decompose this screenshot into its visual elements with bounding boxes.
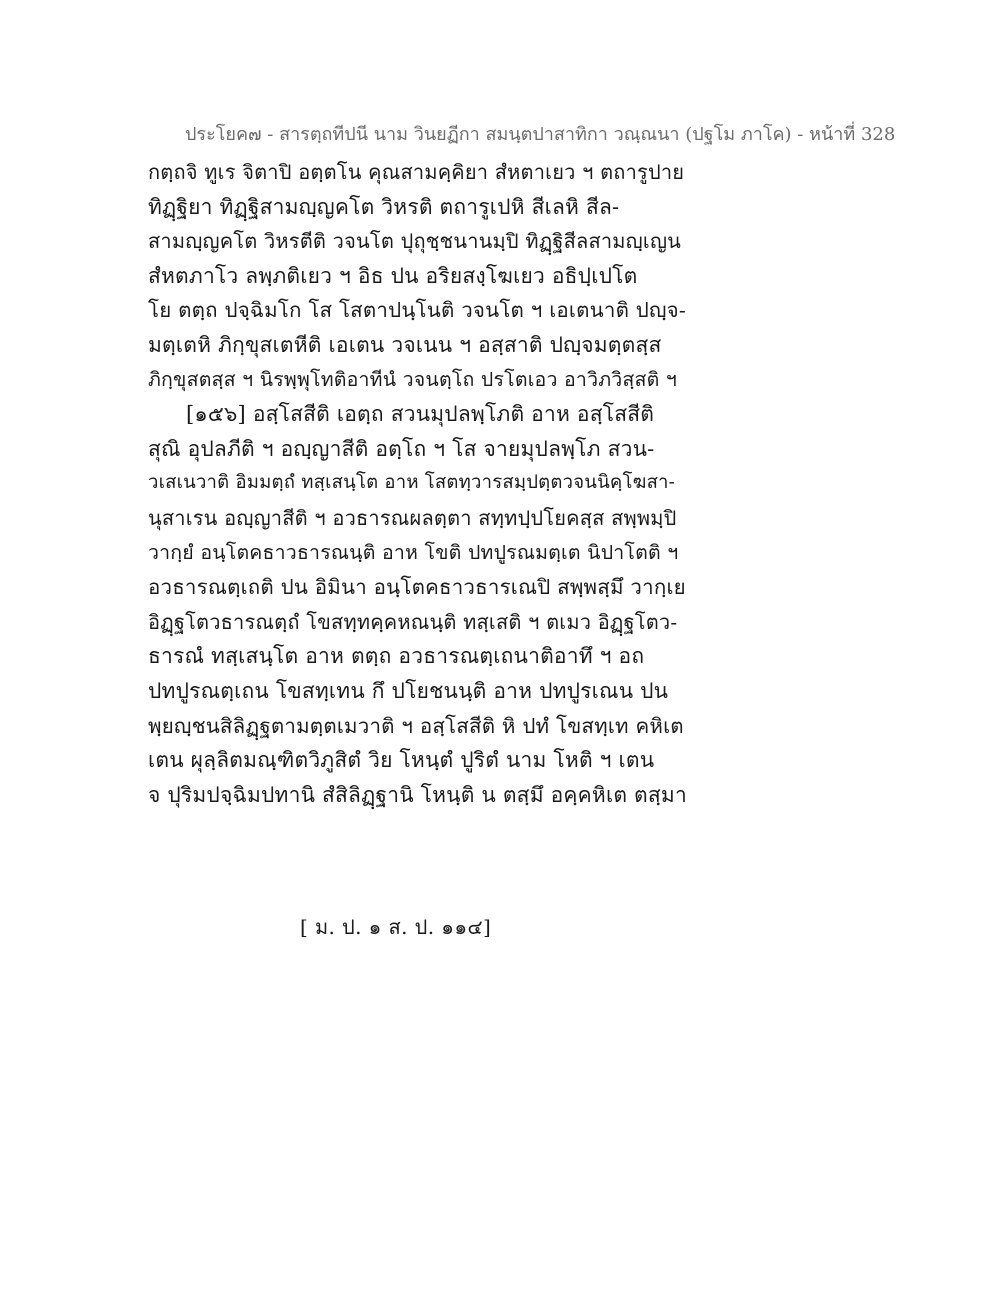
text-line: ธารณํ ทสฺเสนฺโต อาห ตตฺถ อวธารณตฺเถนาติอาทึ ฯ อถ [148, 644, 645, 669]
text-line: วเสเนวาติ อิมมตฺถํ ทสฺเสนฺโต อาห โสตทฺวารสมฺปตฺตวจนนิคฺโฆสา- [148, 472, 676, 494]
text-line: นุสาเรน อญฺญาสีติ ฯ อวธารณผลตฺตา สทฺทปฺปโยคสฺส สพฺพมฺปิ [148, 505, 677, 530]
text-line: วากฺยํ อนฺโตคธาวธารณนฺติ อาห โขติ ปทปูรณมตฺเต นิปาโตติ ฯ [148, 540, 679, 564]
text-line: จ ปุริมปจฺฉิมปทานิ สํสิลิฏฺฐานิ โหนฺติ น ตสฺมึ อคฺคหิเต ตสฺมา [148, 782, 687, 807]
page-reference: [ ม. ป. ๑ ส. ป. ๑๑๔] [300, 915, 492, 939]
body-text [148, 155, 688, 812]
text-line: เตน ผุลฺลิตมณฺฑิตวิภูสิตํ วิย โหนฺตํ ปูริตํ นาม โหติ ฯ เตน [148, 748, 655, 773]
text-line: สุณิ อุปลภีติ ฯ อญฺญาสีติ อตฺโถ ฯ โส จายมุปลพฺโภ สวน- [148, 436, 655, 461]
text-line: ปทปูรณตฺเถน โขสทฺเทน กึ ปโยชนนฺติ อาห ปทปูรเณน ปน [148, 678, 669, 703]
text-line: อวธารณตฺเถติ ปน อิมินา อนฺโตคธาวธารเณปิ สพฺพสฺมึ วากฺเย [148, 575, 686, 600]
text-line: พฺยญฺชนสิลิฏฺฐตามตฺตเมวาติ ฯ อสฺโสสีติ หิ ปทํ โขสทฺเท คหิเต [148, 713, 684, 738]
text-line: มตฺเตหิ ภิกฺขุสเตหีติ เอเตน วจเนน ฯ อสฺสาติ ปญฺจมตฺตสฺส [148, 332, 662, 357]
text-line: สํหตภาโว ลพฺภติเยว ฯ อิธ ปน อริยสงฺโฆเยว อธิปฺเปโต [148, 263, 638, 288]
running-header: ประโยค๗ - สารตฺถทีปนี นาม วินยฏีกา สมนฺตปาสาทิกา วณฺณนา (ปฐโม ภาโค) - หน้าที่ 328 [185, 124, 896, 145]
text-line: โย ตตฺถ ปจฺฉิมโก โส โสตาปนฺโนติ วจนโต ฯ เอเตนาติ ปญฺจ- [148, 298, 687, 323]
text-line: สามญฺญคโต วิหรตีติ วจนโต ปุถุชฺชนานมฺปิ ทิฏฺฐิสีลสามญฺเญน [148, 229, 682, 254]
text-line: กตฺถจิ ทูเร จิตาปิ อตฺตโน คุณสามคฺคิยา สํหตาเยว ฯ ตถารูปาย [148, 160, 685, 184]
paragraph-start-line: [๑๕๖] อสฺโสสีติ เอตฺถ สวนมุปลพฺโภติ อาห อสฺโสสีติ [186, 402, 655, 427]
text-line: ทิฏฺฐิยา ทิฏฺฐิสามญฺญคโต วิหรติ ตถารูเปหิ สีเลหิ สีล- [148, 194, 620, 219]
text-line: ภิกฺขุสตสฺส ฯ นิรพฺพุโทติอาทีนํ วจนตฺโถ ปรโตเอว อาวิภวิสฺสติ ฯ [148, 367, 678, 391]
text-line: อิฏฺฐโตวธารณตฺถํ โขสทฺทคฺคหณนฺติ ทสฺเสติ ฯ ตเมว อิฏฺฐโตว- [148, 609, 678, 634]
